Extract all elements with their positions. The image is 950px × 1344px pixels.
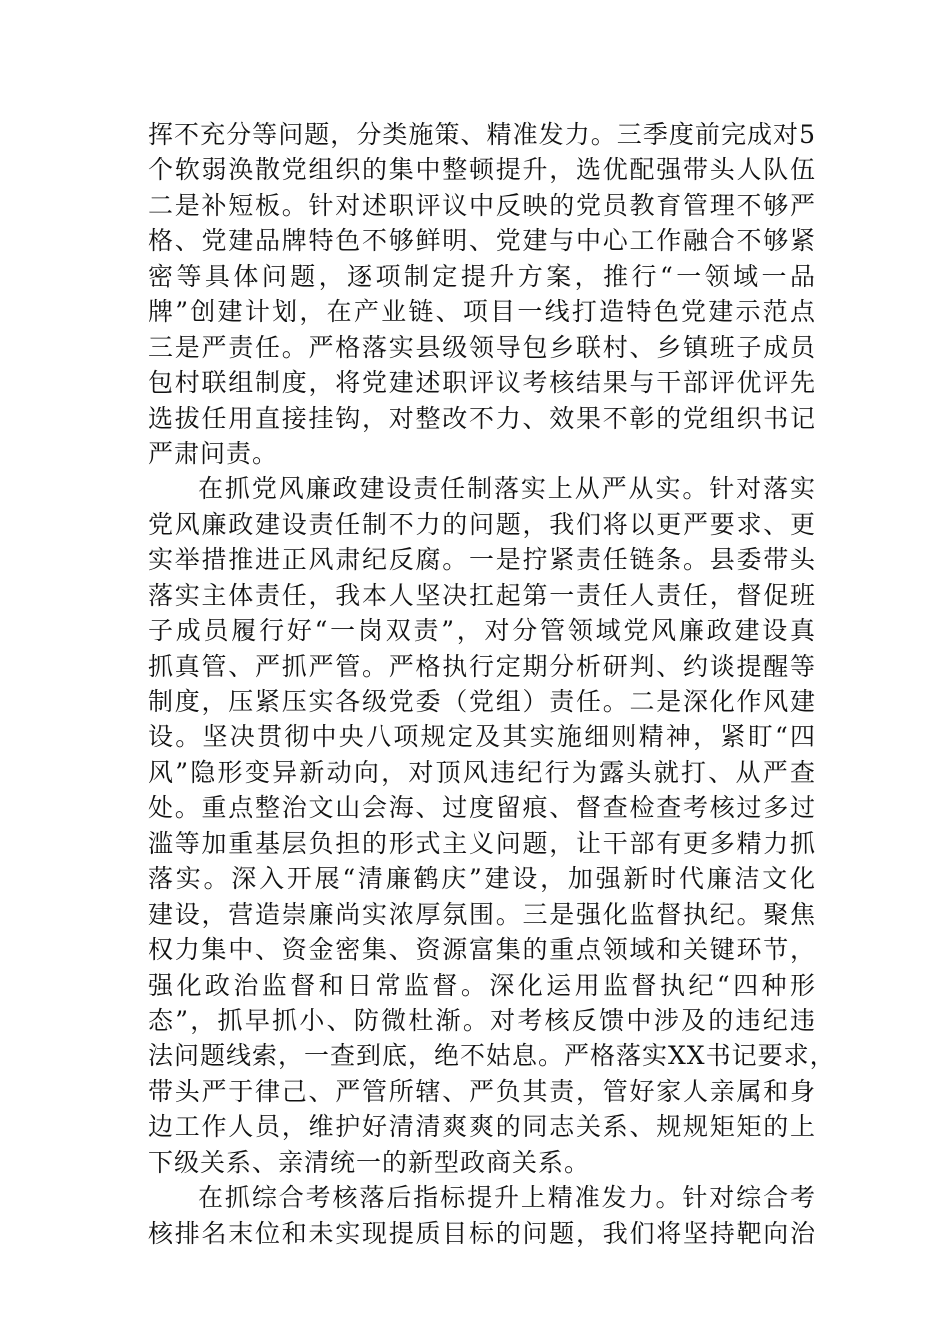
text-line: 格、党建品牌特色不够鲜明、党建与中心工作融合不够紧 — [148, 226, 816, 256]
text-line: 法问题线索，一查到底，绝不姑息。严格落实XX书记要求， — [148, 1041, 836, 1071]
text-line: 牌”创建计划，在产业链、项目一线打造特色党建示范点 — [148, 297, 816, 327]
text-line: 实举措推进正风肃纪反腐。一是拧紧责任链条。县委带头 — [148, 545, 816, 575]
text-line: 建设，营造崇廉尚实浓厚氛围。三是强化监督执纪。聚焦 — [148, 899, 816, 929]
text-line: 包村联组制度，将党建述职评议考核结果与干部评优评先 — [148, 368, 816, 398]
text-line: 态”，抓早抓小、防微杜渐。对考核反馈中涉及的违纪违 — [148, 1005, 816, 1035]
text-line: 挥不充分等问题，分类施策、精准发力。三季度前完成对5 — [148, 120, 816, 149]
text-line: 制度，压紧压实各级党委（党组）责任。二是深化作风建 — [148, 687, 816, 716]
text-line: 二是补短板。针对述职评议中反映的党员教育管理不够严 — [148, 190, 816, 220]
text-line: 密等具体问题，逐项制定提升方案，推行“一领域一品 — [148, 261, 816, 291]
text-line: 强化政治监督和日常监督。深化运用监督执纪“四种形 — [148, 970, 816, 1000]
text-line: 三是严责任。严格落实县级领导包乡联村、乡镇班子成员 — [148, 332, 816, 362]
text-line: 权力集中、资金密集、资源富集的重点领域和关键环节， — [148, 935, 816, 965]
paragraph-first-line: 在抓综合考核落后指标提升上精准发力。针对综合考 — [198, 1183, 816, 1213]
text-line: 党风廉政建设责任制不力的问题，我们将以更严要求、更 — [148, 509, 816, 539]
text-line: 边工作人员，维护好清清爽爽的同志关系、规规矩矩的上 — [148, 1112, 816, 1142]
text-line: 设。坚决贯彻中央八项规定及其实施细则精神，紧盯“四 — [148, 722, 816, 752]
text-line: 个软弱涣散党组织的集中整顿提升，选优配强带头人队伍 — [148, 155, 816, 185]
text-line: 选拔任用直接挂钩，对整改不力、效果不彰的党组织书记 — [148, 403, 816, 433]
text-line: 落实主体责任，我本人坚决扛起第一责任人责任，督促班 — [148, 580, 816, 610]
text-line: 核排名末位和未实现提质目标的问题，我们将坚持靶向治 — [148, 1218, 816, 1248]
text-line: 风”隐形变异新动向，对顶风违纪行为露头就打、从严查 — [148, 757, 816, 787]
text-line: 带头严于律己、严管所辖、严负其责，管好家人亲属和身 — [148, 1076, 816, 1106]
text-line: 子成员履行好“一岗双责”，对分管领域党风廉政建设真 — [148, 616, 816, 646]
document-body — [148, 117, 836, 1251]
text-line: 落实。深入开展“清廉鹤庆”建设，加强新时代廉洁文化 — [148, 864, 816, 894]
text-line: 滥等加重基层负担的形式主义问题，让干部有更多精力抓 — [148, 828, 816, 858]
text-line: 处。重点整治文山会海、过度留痕、督查检查考核过多过 — [148, 793, 816, 823]
text-line: 下级关系、亲清统一的新型政商关系。 — [148, 1147, 591, 1177]
paragraph-first-line: 在抓党风廉政建设责任制落实上从严从实。针对落实 — [198, 474, 816, 504]
text-line: 严肃问责。 — [148, 438, 279, 468]
text-line: 抓真管、严抓严管。严格执行定期分析研判、约谈提醒等 — [148, 651, 816, 681]
